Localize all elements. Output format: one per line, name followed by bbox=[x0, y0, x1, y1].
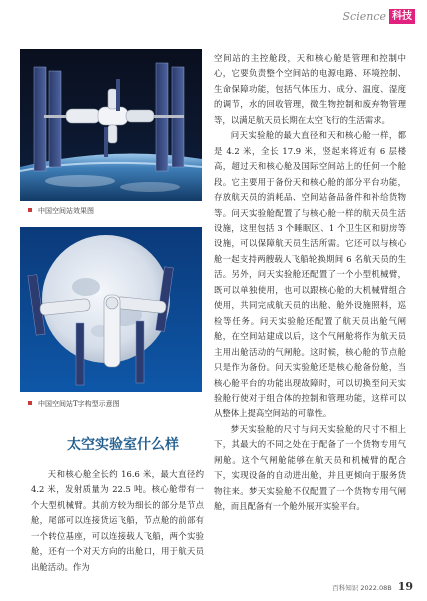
section-title: 太空实验室什么样 bbox=[67, 437, 179, 453]
figure-station-render bbox=[20, 49, 202, 201]
paragraph: 空间站的主控舱段，天和核心舱是管理和控制中心，它要负责整个空间站的电源电路、环境控制、生命保障功能，包括气体压力、成分、温度、湿度的调节，水的回收管理，微生物控制和废弃物管理等，以满足航天员长期在太空飞行的生活需求。 bbox=[214, 53, 406, 125]
left-column bbox=[31, 467, 204, 575]
section-header bbox=[343, 9, 415, 24]
section-label-en: Science bbox=[342, 10, 386, 23]
figure-caption: 中国空间站T字构型示意图 bbox=[38, 399, 120, 409]
right-column bbox=[214, 51, 406, 515]
station-render-image bbox=[20, 49, 202, 201]
paragraph: 天和核心舱全长约 16.6 米，最大直径约 4.2 米，发射质量为 22.5 吨。核心舱带有一个大型机械臂。其前方较为细长的部分是节点舱，尾部可以连接货运飞船，节点舱的前部有一个转位基座，可以连接载人飞船，两个实验舱，还有一个对天方向的出舱口，用于航天员出舱活动。作为 bbox=[31, 469, 204, 572]
page-number: 19 bbox=[397, 580, 413, 593]
journal-issue: 百科知识 2022.08B bbox=[332, 584, 392, 592]
station-t-config-image bbox=[20, 227, 202, 392]
figure-station-t-config bbox=[20, 227, 202, 392]
caption-marker bbox=[28, 401, 32, 405]
figure-caption: 中国空间站效果图 bbox=[38, 206, 94, 216]
paragraph: 梦天实验舱的尺寸与问天实验舱的尺寸不相上下，其最大的不同之处在于配备了一个货物专用气闸舱。这个气闸舱能够在航天员和机械臂的配合下，实现设备的自动进出舱，并且更倾向于服务货物往来。梦天实验舱不仅配置了一个货物专用气闸舱，而且配备有一个舱外展开实验平台。 bbox=[214, 423, 406, 512]
section-label-zh: 科技 bbox=[389, 9, 415, 24]
caption-marker bbox=[28, 208, 32, 212]
paragraph: 问天实验舱的最大直径和天和核心舱一样，都是 4.2 米，全长 17.9 米，竖起来将近有 6 层楼高，超过天和核心舱及国际空间站上的任何一个舱段。它主要用于备份天和核心舱的部分平台功能，存放航天员的消耗品、空间站备品备件和补给货物等。问天实验舱配置了与核心舱一样的航天员生活设施，这里包括 3 个睡眠区、1 个卫生区和厨房等设施，可以保障航天员生活所需。它还可以与核心舱一起支持两艘载人飞船轮换期间 6 名航天员的生活。另外，问天实验舱还配置了一个小型机械臂，既可以单独使用，也可以跟核心舱的大机械臂组合使用，共同完成航天员的出舱、舱外设施照料，巡检等任务。问天实验舱还配置了航天员出舱气闸舱，在空间站建成以后，这个气闸舱将作为航天员主用出舱活动的气闸舱。这时候，核心舱的节点舱只是作为备份。问天实验舱还是核心舱备份舱，当核心舱平台的功能出现故障时，可以切换至问天实验舱行使对于组合体的控制和管理功能，这样可以从整体上提高空间站的可靠性。 bbox=[214, 130, 406, 419]
page-footer bbox=[332, 580, 413, 593]
